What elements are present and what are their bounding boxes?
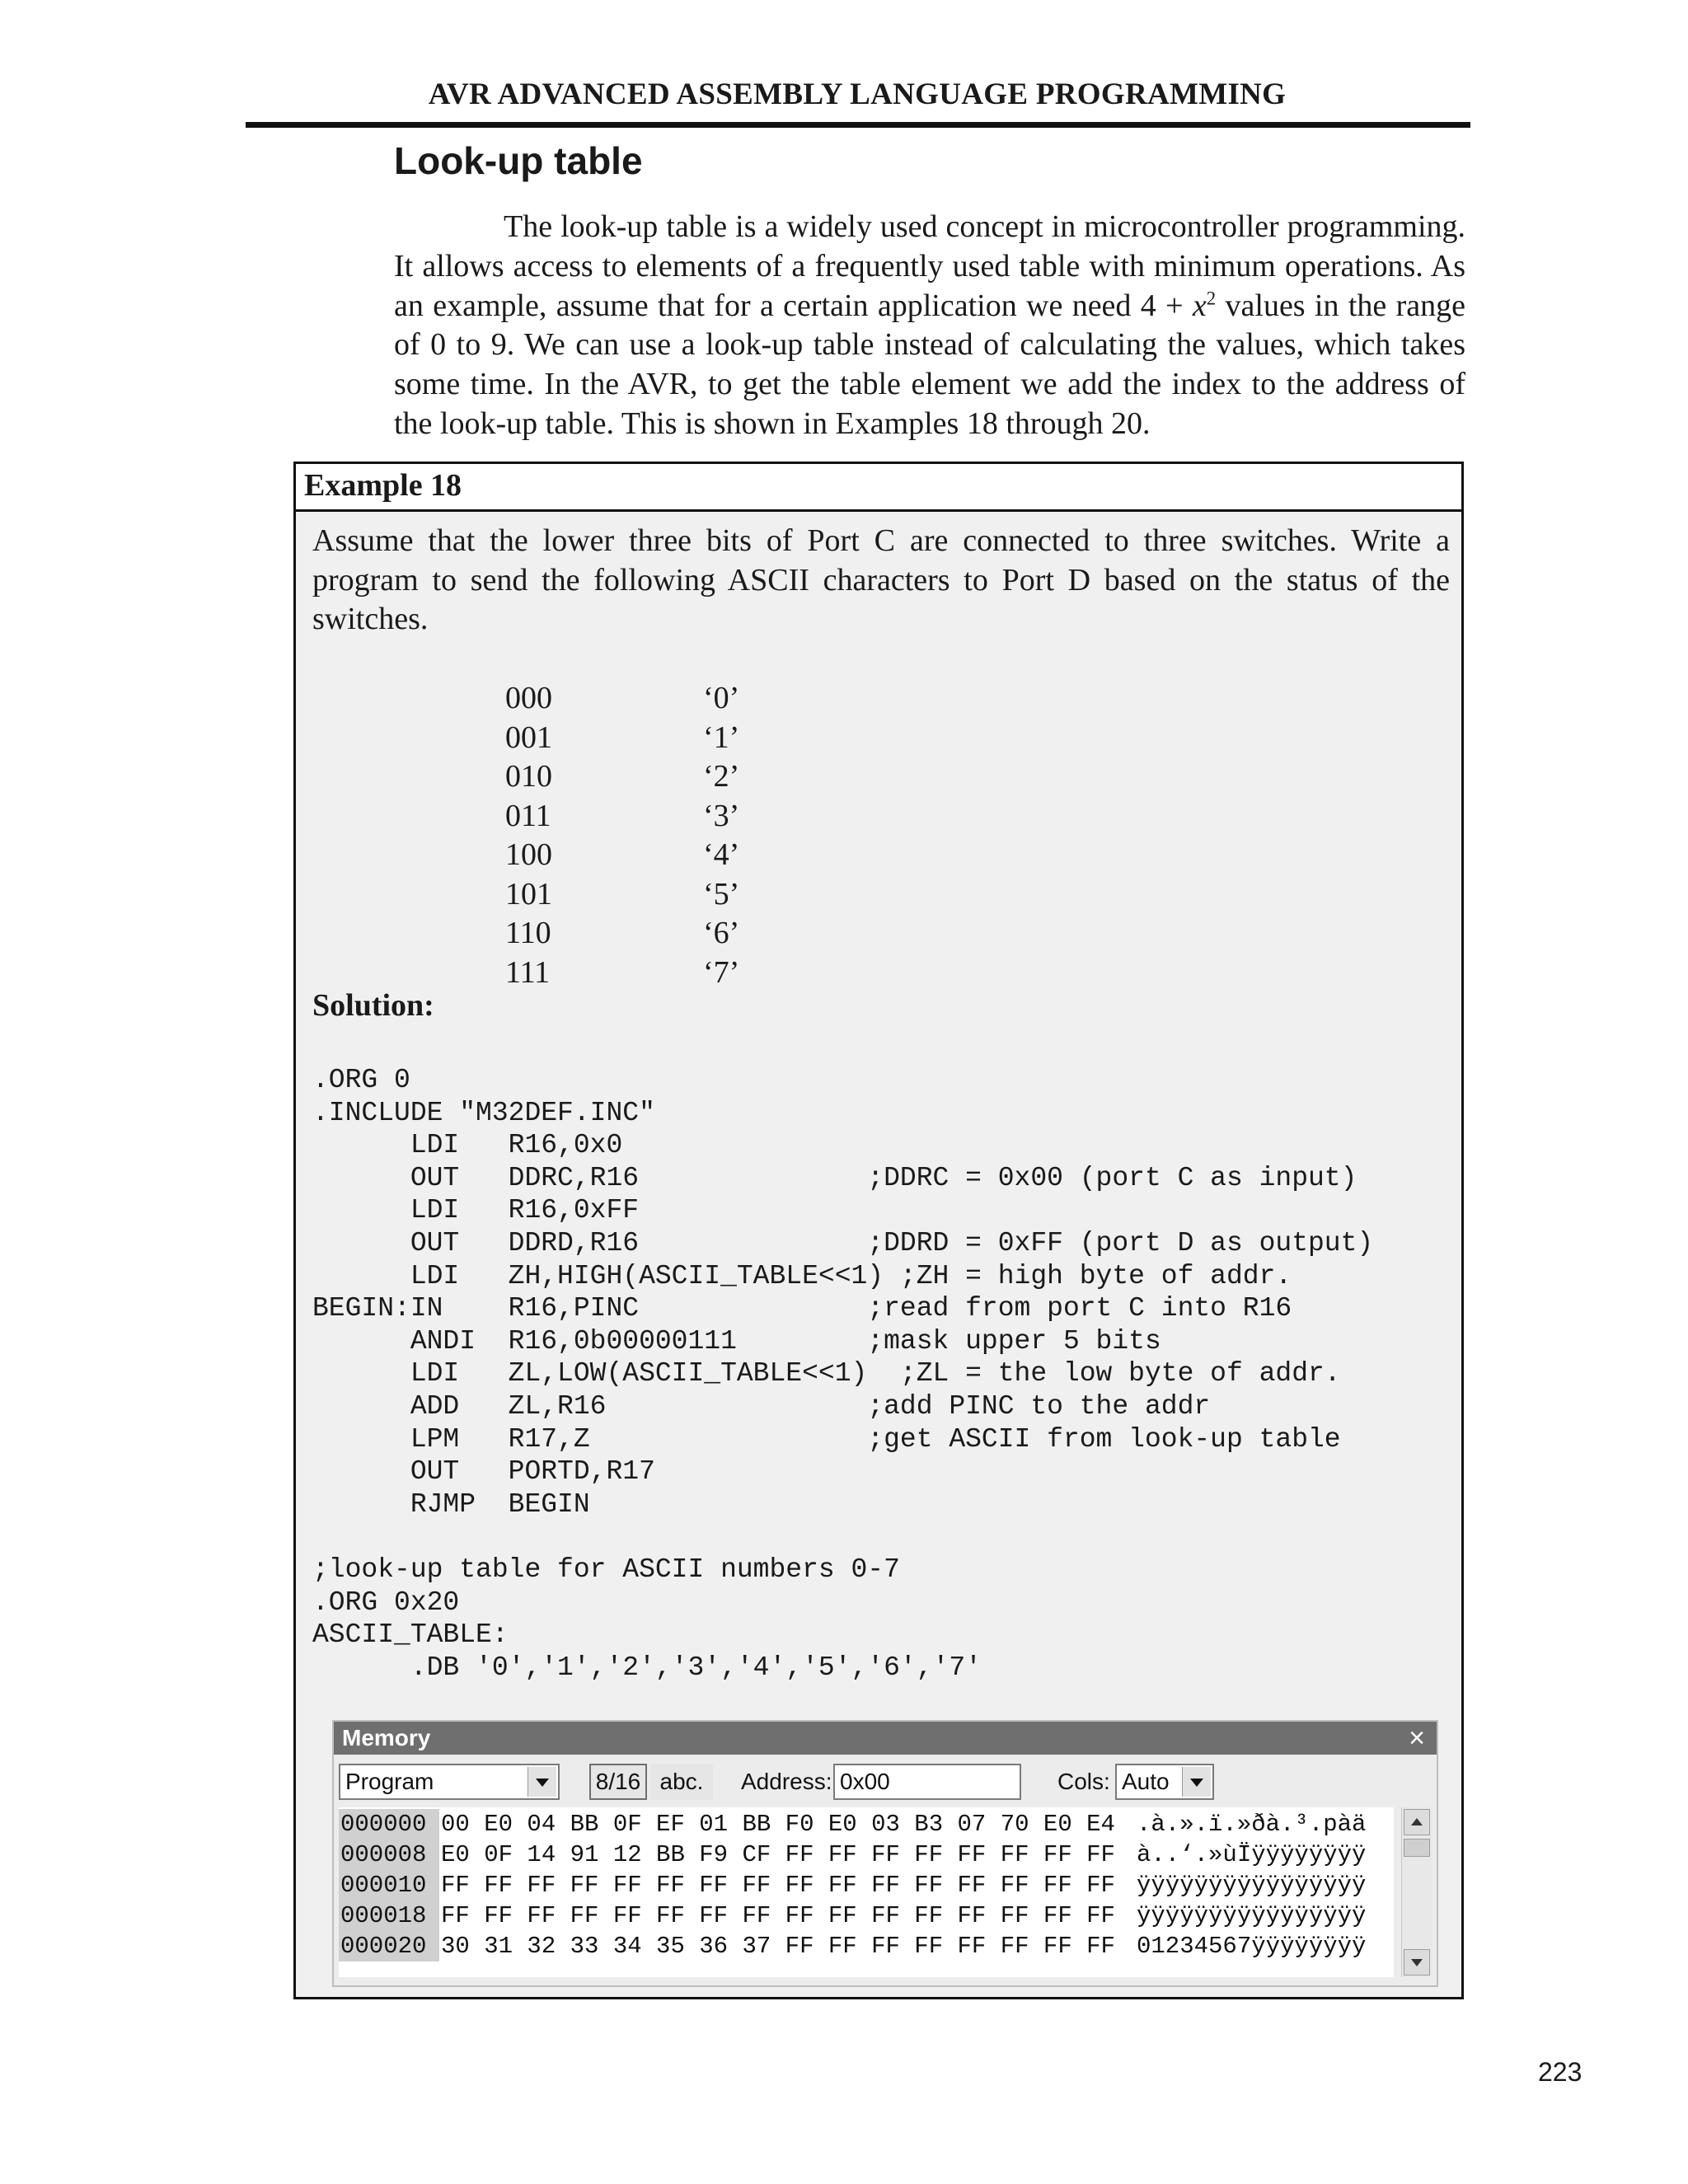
mapping-row	[505, 875, 835, 915]
switch-code: 000	[505, 681, 552, 715]
mapping-row	[505, 679, 835, 719]
ascii-char: ‘1’	[703, 719, 740, 755]
memory-window	[332, 1720, 1438, 1987]
memory-ascii: ÿÿÿÿÿÿÿÿÿÿÿÿÿÿÿÿ	[1137, 1902, 1367, 1929]
cols-select[interactable]	[1115, 1764, 1214, 1800]
code-line: ;look-up table for ASCII numbers 0-7	[312, 1554, 900, 1585]
memory-titlebar	[334, 1722, 1437, 1755]
code-line: LPM R17,Z ;get ASCII from look-up table	[312, 1423, 1341, 1455]
ascii-char: ‘0’	[703, 681, 740, 715]
example-box	[293, 462, 1464, 1999]
code-line: OUT DDRC,R16 ;DDRC = 0x00 (port C as input)	[312, 1162, 1357, 1193]
code-line: OUT DDRD,R16 ;DDRD = 0xFF (port D as output)	[312, 1227, 1374, 1258]
switch-code: 111	[505, 954, 551, 990]
solution-label: Solution:	[312, 988, 434, 1023]
memory-row	[339, 1900, 1367, 1931]
code-line	[312, 1521, 1373, 1554]
mapping-row	[505, 719, 835, 758]
memory-type-select[interactable]	[339, 1764, 560, 1800]
code-line: ADD ZL,R16 ;add PINC to the addr	[312, 1390, 1211, 1422]
mapping-row	[505, 954, 835, 993]
memory-row	[339, 1931, 1367, 1961]
example-body	[296, 512, 1461, 1997]
memory-type-value: Program	[345, 1769, 434, 1794]
code-line: .ORG 0	[312, 1065, 410, 1095]
problem-statement: Assume that the lower three bits of Port C are connected to three switches. Write a program to send the following ASCII characters to Port D based on the status of the switches.	[312, 523, 1450, 636]
mapping-row	[505, 914, 835, 954]
code-line: LDI R16,0xFF	[312, 1195, 640, 1226]
ascii-char: ‘4’	[703, 837, 740, 872]
memory-address: 000018	[339, 1900, 439, 1931]
code-line: OUT PORTD,R17	[312, 1456, 655, 1488]
switch-code: 011	[505, 798, 551, 833]
memory-bytes: FF FF FF FF FF FF FF FF FF FF FF FF FF FF FF FF	[441, 1872, 1115, 1899]
ascii-char: ‘5’	[703, 876, 740, 912]
memory-bytes: FF FF FF FF FF FF FF FF FF FF FF FF FF FF FF FF	[441, 1902, 1115, 1929]
switch-code: 101	[505, 876, 552, 912]
section-title: Look-up table	[394, 139, 643, 182]
chevron-down-icon[interactable]	[1182, 1767, 1211, 1797]
memory-ascii: 01234567ÿÿÿÿÿÿÿÿ	[1137, 1933, 1367, 1960]
scroll-up-icon[interactable]	[1404, 1809, 1430, 1835]
memory-row	[339, 1809, 1367, 1840]
switch-code: 110	[505, 916, 551, 950]
scroll-down-icon[interactable]	[1404, 1949, 1430, 1975]
intro-paragraph	[394, 208, 1465, 444]
ascii-toggle-button[interactable]: abc.	[650, 1764, 713, 1800]
code-line: .DB '0','1','2','3','4','5','6','7'	[312, 1652, 982, 1683]
mapping-row	[505, 836, 835, 875]
code-line: .ORG 0x20	[312, 1586, 460, 1618]
intro-variable: x	[1192, 288, 1207, 323]
code-line: LDI ZL,LOW(ASCII_TABLE<<1) ;ZL = the low byte of addr.	[312, 1358, 1341, 1390]
memory-scrollbar[interactable]	[1401, 1807, 1432, 1977]
ascii-char: ‘2’	[703, 759, 740, 794]
code-line: LDI R16,0x0	[312, 1130, 623, 1161]
switch-code: 100	[505, 837, 552, 872]
ascii-char: ‘7’	[703, 954, 740, 990]
memory-row	[339, 1840, 1367, 1870]
memory-hex-grid[interactable]	[339, 1807, 1394, 1977]
switch-code: 010	[505, 759, 552, 794]
chevron-down-icon[interactable]	[528, 1767, 556, 1797]
memory-window-title: Memory	[342, 1725, 431, 1750]
mapping-row	[505, 757, 835, 797]
memory-row	[339, 1870, 1367, 1900]
close-icon[interactable]: ×	[1409, 1722, 1425, 1754]
code-line: LDI ZH,HIGH(ASCII_TABLE<<1) ;ZH = high byte of addr.	[312, 1260, 1292, 1291]
word-width-button[interactable]: 8/16	[589, 1764, 647, 1800]
memory-bytes: 30 31 32 33 34 35 36 37 FF FF FF FF FF FF FF FF	[441, 1933, 1115, 1960]
intro-exponent: 2	[1206, 287, 1217, 308]
header-rule	[246, 122, 1470, 128]
running-head: AVR ADVANCED ASSEMBLY LANGUAGE PROGRAMMING	[428, 77, 1287, 111]
memory-ascii: à..‘.»ùÏÿÿÿÿÿÿÿÿ	[1137, 1841, 1367, 1868]
intro-text-1: The look-up table is a widely used concept in microcontroller programming. It allows access to elements of a frequently used table with minimum operations. As an example, assume that for a certain application we need 4 +	[394, 209, 1465, 323]
memory-toolbar	[334, 1755, 1437, 1804]
code-line: ANDI R16,0b00000111 ;mask upper 5 bits	[312, 1325, 1161, 1357]
scrollbar-thumb[interactable]	[1404, 1839, 1430, 1857]
code-listing	[312, 1064, 1373, 1684]
intro-text-2: values in the range of 0 to 9. We can use a look-up table instead of calculating the values, which takes some time. In the AVR, to get the table element we add the index to the address of the look-up table. This is shown in Examples 18 through 20.	[394, 288, 1465, 441]
memory-bytes: E0 0F 14 91 12 BB F9 CF FF FF FF FF FF FF FF FF	[441, 1841, 1115, 1868]
code-line: BEGIN:IN R16,PINC ;read from port C into R16	[312, 1293, 1292, 1324]
page-number: 223	[1538, 2057, 1582, 2087]
address-input[interactable]: 0x00	[833, 1764, 1021, 1800]
memory-address: 000008	[339, 1840, 439, 1870]
cols-label: Cols:	[1057, 1769, 1110, 1794]
address-label: Address:	[741, 1769, 832, 1794]
code-line: RJMP BEGIN	[312, 1488, 590, 1520]
memory-address: 000010	[339, 1870, 439, 1900]
memory-ascii: ÿÿÿÿÿÿÿÿÿÿÿÿÿÿÿÿ	[1137, 1872, 1367, 1899]
cols-value: Auto	[1122, 1769, 1170, 1794]
memory-address: 000020	[339, 1931, 439, 1961]
ascii-char: ‘3’	[703, 798, 740, 833]
code-line: .INCLUDE "M32DEF.INC"	[312, 1097, 655, 1128]
example-title: Example 18	[304, 468, 462, 503]
memory-address: 000000	[339, 1809, 439, 1840]
memory-ascii: .à.».ï.»ðà.³.pàä	[1137, 1811, 1367, 1838]
switch-mapping-table	[505, 679, 835, 992]
ascii-char: ‘6’	[703, 916, 740, 950]
memory-bytes: 00 E0 04 BB 0F EF 01 BB F0 E0 03 B3 07 70 E0 E4	[441, 1811, 1115, 1838]
switch-code: 001	[505, 719, 552, 755]
code-line: ASCII_TABLE:	[312, 1619, 509, 1651]
example-header	[296, 464, 1461, 512]
mapping-row	[505, 797, 835, 837]
